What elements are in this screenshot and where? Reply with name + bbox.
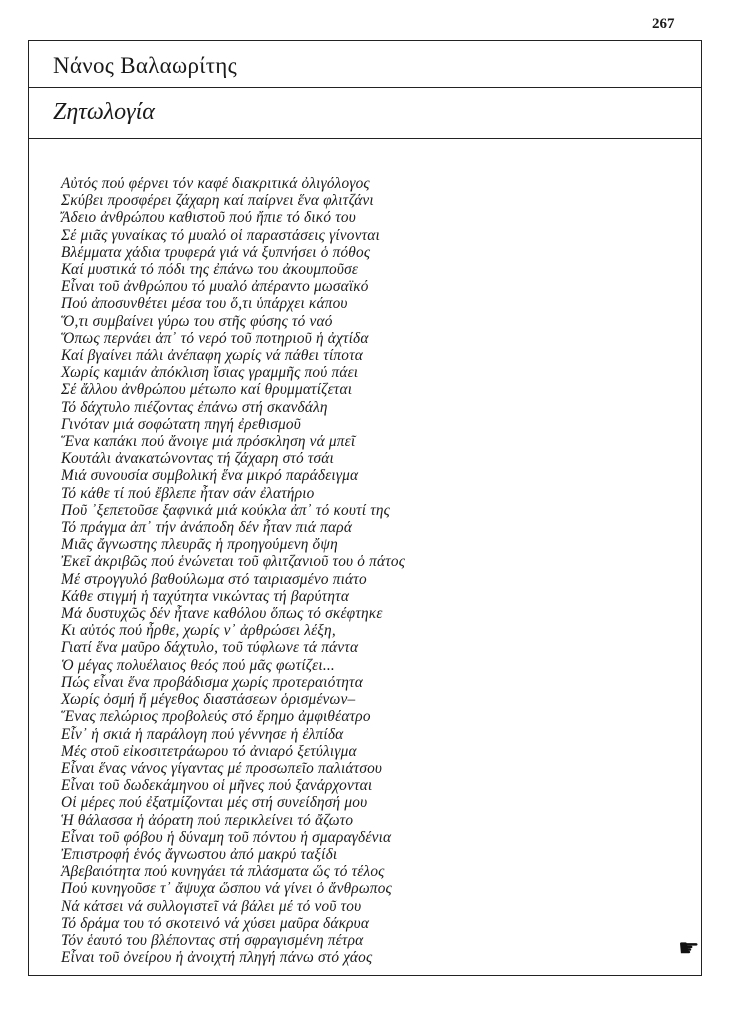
poem-line: Μιά συνουσία συμβολική ἕνα μικρό παράδειγμα <box>61 467 359 485</box>
pointing-hand-icon: ☛ <box>678 934 700 962</box>
poem-line: Κουτάλι ἀνακατώνοντας τή ζάχαρη στό τσάι <box>61 450 334 468</box>
poem-line: Πού ἀποσυνθέτει μέσα του ὅ,τι ὑπάρχει κάπου <box>61 295 348 313</box>
poem-body <box>61 175 405 966</box>
author-name: Νάνος Βαλαωρίτης <box>53 53 237 78</box>
poem-line: Οἱ μέρες πού ἐξατμίζονται μές στή συνείδησή μου <box>61 794 368 812</box>
poem-line: Τόν ἑαυτό του βλέποντας στή σφραγισμένη πέτρα <box>61 931 364 949</box>
poem-line: Ἐκεῖ ἀκριβῶς πού ἑνώνεται τοῦ φλιτζανιοῦ του ὁ πάτος <box>61 553 406 571</box>
poem-line: Μέ στρογγυλό βαθούλωμα στό ταιριασμένο πιάτο <box>61 570 367 588</box>
title-row <box>29 87 701 139</box>
poem-line: Τό δράμα του τό σκοτεινό νά χύσει μαῦρα δάκρυα <box>61 914 370 932</box>
poem-line: Εἶναι τοῦ ἀνθρώπου τό μυαλό ἀπέραντο μωσαϊκό <box>61 278 369 296</box>
poem-line: Κι αὐτός πού ἦρθε, χωρίς ν᾿ ἀρθρώσει λέξη, <box>61 622 336 640</box>
poem-line: Μιᾶς ἄγνωστης πλευρᾶς ἡ προηγούμενη ὄψη <box>61 536 338 554</box>
page-number: 267 <box>652 16 675 32</box>
poem-line: Μά δυστυχῶς δέν ἦτανε καθόλου ὅπως τό σκέφτηκε <box>61 605 383 623</box>
poem-line: Ὅπως περνάει ἀπ᾿ τό νερό τοῦ ποτηριοῦ ἡ ἀχτίδα <box>61 329 369 347</box>
author-row <box>29 41 701 88</box>
poem-line: Καί βγαίνει πάλι ἀνέπαφη χωρίς νά πάθει τίποτα <box>61 347 364 365</box>
poem-line: Σκύβει προσφέρει ζάχαρη καί παίρνει ἕνα φλιτζάνι <box>61 192 374 210</box>
poem-line: Ἄδειο ἀνθρώπου καθιστοῦ πού ἤπιε τό δικό του <box>61 209 356 227</box>
poem-line: Καί μυστικά τό πόδι της ἐπάνω του ἀκουμποῦσε <box>61 261 359 279</box>
poem-line: Εἶναι τοῦ δωδεκάμηνου οἱ μῆνες πού ξανάρχονται <box>61 777 373 795</box>
poem-frame <box>28 40 702 976</box>
poem-line: Γιατί ἕνα μαῦρο δάχτυλο, τοῦ τύφλωνε τά πάντα <box>61 639 359 657</box>
poem-line: Τό πράγμα ἀπ᾿ τήν ἀνάποδη δέν ἦταν πιά παρά <box>61 519 353 537</box>
poem-line: Ποῦ ᾿ξεπετοῦσε ξαφνικά μιά κούκλα ἀπ᾿ τό κουτί της <box>61 501 391 519</box>
poem-line: Μές στοῦ εἰκοσιτετράωρου τό ἀνιαρό ξετύλιγμα <box>61 742 357 760</box>
poem-title: Ζητωλογία <box>53 99 155 125</box>
poem-line: Εἶναι τοῦ ὀνείρου ἡ ἀνοιχτή πληγή πάνω στό χάος <box>61 949 373 967</box>
poem-line: Βλέμματα χάδια τρυφερά γιά νά ξυπνήσει ὁ πόθος <box>61 243 371 261</box>
poem-line: Νά κάτσει νά συλλογιστεῖ νά βάλει μέ τό νοῦ του <box>61 897 362 915</box>
poem-line: Σέ ἄλλου ἀνθρώπου μέτωπο καί θρυμματίζεται <box>61 381 353 399</box>
poem-line: Ἀβεβαιότητα πού κυνηγάει τά πλάσματα ὥς τό τέλος <box>61 863 385 881</box>
poem-line: Εἶναι ἕνας νάνος γίγαντας μέ προσωπεῖο παλιάτσου <box>61 759 383 777</box>
poem-line: Ἐπιστροφή ἑνός ἄγνωστου ἀπό μακρύ ταξίδι <box>61 845 338 863</box>
poem-line: Πώς εἶναι ἕνα προβάδισμα χωρίς προτεραιότητα <box>61 673 363 691</box>
poem-line: Ἕνας πελώριος προβολεύς στό ἔρημο ἀμφιθέατρο <box>61 708 371 726</box>
poem-line: Εἶναι τοῦ φόβου ἡ δύναμη τοῦ πόντου ἡ σμαραγδένια <box>61 828 392 846</box>
poem-line: Αὐτός πού φέρνει τόν καφέ διακριτικά ὀλιγόλογος <box>61 175 370 192</box>
poem-line: Εἶν᾿ ἡ σκιά ἡ παράλογη πού γέννησε ἡ ἐλπίδα <box>61 725 344 743</box>
poem-line: Κάθε στιγμή ἡ ταχύτητα νικώντας τή βαρύτητα <box>61 587 350 605</box>
poem-line: Χωρίς καμιάν ἀπόκλιση ἴσιας γραμμῆς πού πάει <box>61 364 359 382</box>
poem-line: Ἡ θάλασσα ἡ ἀόρατη πού περικλείνει τό ἄζωτο <box>61 811 354 829</box>
poem-line: Ὅ,τι συμβαίνει γύρω του στῆς φύσης τό ναό <box>61 312 333 330</box>
poem-line: Σέ μιᾶς γυναίκας τό μυαλό οἱ παραστάσεις γίνονται <box>61 226 380 244</box>
poem-line: Ὁ μέγας πολυέλαιος θεός πού μᾶς φωτίζει... <box>61 656 335 674</box>
poem-line: Τό δάχτυλο πιέζοντας ἐπάνω στή σκανδάλη <box>61 398 328 416</box>
poem-line: Τό κάθε τί πού ἔβλεπε ἦταν σάν ἐλατήριο <box>61 484 315 502</box>
poem-line: Ἕνα καπάκι πού ἄνοιγε μιά πρόσκληση νά μπεῖ <box>61 433 356 451</box>
poem-line: Γινόταν μιά σοφώτατη πηγή ἐρεθισμοῦ <box>61 415 301 433</box>
poem-line: Χωρίς ὀσμή ἤ μέγεθος διαστάσεων ὁρισμένων– <box>61 691 356 709</box>
poem-line: Πού κυνηγοῦσε τ᾿ ἄψυχα ὥσπου νά γίνει ὁ ἄνθρωπος <box>61 880 392 898</box>
